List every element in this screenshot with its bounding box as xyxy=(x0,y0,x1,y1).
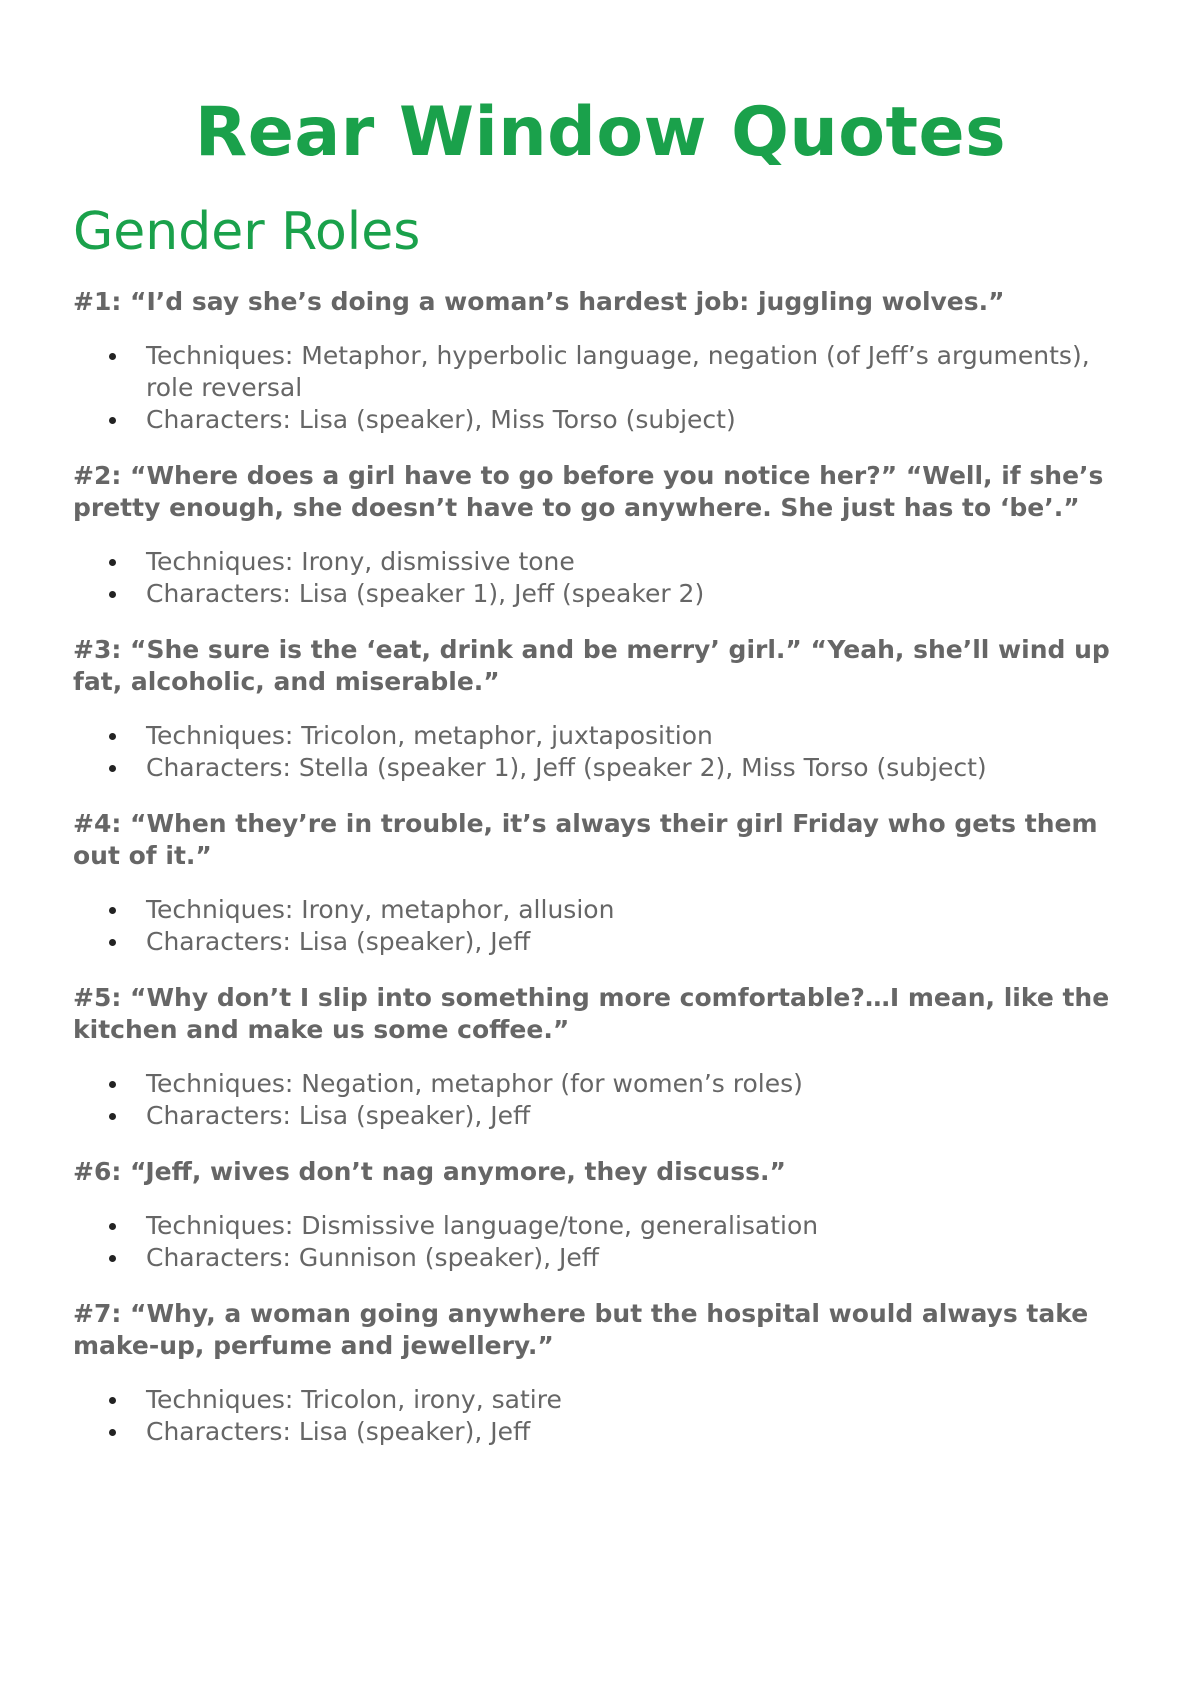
characters-text: Characters: Lisa (speaker), Jeff xyxy=(146,927,531,956)
techniques-item xyxy=(73,1384,1128,1416)
characters-item xyxy=(73,1416,1128,1448)
characters-item xyxy=(73,752,1128,784)
quote-notes xyxy=(73,1068,1128,1132)
characters-text: Characters: Gunnison (speaker), Jeff xyxy=(146,1243,600,1272)
characters-text: Characters: Stella (speaker 1), Jeff (speaker 2), Miss Torso (subject) xyxy=(146,753,987,782)
quote-text: #2: “Where does a girl have to go before you notice her?” “Well, if she’s pretty enough, she doesn’t have to go anywhere. She just has to ‘be’.” xyxy=(73,461,1104,522)
techniques-item xyxy=(73,1068,1128,1100)
quote-block xyxy=(73,1156,1128,1274)
characters-item xyxy=(73,1100,1128,1132)
quote-block xyxy=(73,1298,1128,1448)
bullet-icon xyxy=(109,1429,116,1436)
techniques-item xyxy=(73,1210,1128,1242)
bullet-icon xyxy=(109,1223,116,1230)
techniques-text: Techniques: Negation, metaphor (for women’s roles) xyxy=(146,1069,803,1098)
characters-text: Characters: Lisa (speaker), Miss Torso (subject) xyxy=(146,405,736,434)
characters-item xyxy=(73,578,1128,610)
techniques-text: Techniques: Irony, dismissive tone xyxy=(146,547,575,576)
quote-notes xyxy=(73,546,1128,610)
techniques-text: Techniques: Irony, metaphor, allusion xyxy=(146,895,615,924)
quote-text: #3: “She sure is the ‘eat, drink and be merry’ girl.” “Yeah, she’ll wind up fat, alcoholic, and miserable.” xyxy=(73,635,1110,696)
bullet-icon xyxy=(109,353,116,360)
quote-text: #5: “Why don’t I slip into something more comfortable?…I mean, like the kitchen and make us some coffee.” xyxy=(73,983,1110,1044)
techniques-text: Techniques: Metaphor, hyperbolic language, negation (of Jeff’s arguments), role reversal xyxy=(146,341,1090,402)
quote-text: #7: “Why, a woman going anywhere but the hospital would always take make-up, perfume and jewellery.” xyxy=(73,1299,1089,1360)
quote-notes xyxy=(73,1210,1128,1274)
bullet-icon xyxy=(109,1255,116,1262)
techniques-item xyxy=(73,340,1128,404)
bullet-icon xyxy=(109,1081,116,1088)
techniques-text: Techniques: Tricolon, metaphor, juxtaposition xyxy=(146,721,713,750)
techniques-text: Techniques: Tricolon, irony, satire xyxy=(146,1385,562,1414)
techniques-item xyxy=(73,546,1128,578)
bullet-icon xyxy=(109,939,116,946)
bullet-icon xyxy=(109,907,116,914)
characters-text: Characters: Lisa (speaker 1), Jeff (speaker 2) xyxy=(146,579,705,608)
quote-block xyxy=(73,982,1128,1132)
characters-item xyxy=(73,1242,1128,1274)
quote-text: #4: “When they’re in trouble, it’s always their girl Friday who gets them out of it.” xyxy=(73,809,1098,870)
quote-block xyxy=(73,808,1128,958)
techniques-item xyxy=(73,720,1128,752)
bullet-icon xyxy=(109,765,116,772)
document-title: Rear Window Quotes xyxy=(194,93,1007,172)
bullet-icon xyxy=(109,1397,116,1404)
section-heading: Gender Roles xyxy=(73,202,421,262)
quote-block xyxy=(73,286,1128,436)
bullet-icon xyxy=(109,559,116,566)
characters-text: Characters: Lisa (speaker), Jeff xyxy=(146,1101,531,1130)
bullet-icon xyxy=(109,733,116,740)
bullet-icon xyxy=(109,591,116,598)
characters-item xyxy=(73,926,1128,958)
quote-notes xyxy=(73,894,1128,958)
characters-item xyxy=(73,404,1128,436)
bullet-icon xyxy=(109,417,116,424)
quote-notes xyxy=(73,720,1128,784)
characters-text: Characters: Lisa (speaker), Jeff xyxy=(146,1417,531,1446)
bullet-icon xyxy=(109,1113,116,1120)
techniques-text: Techniques: Dismissive language/tone, generalisation xyxy=(146,1211,819,1240)
techniques-item xyxy=(73,894,1128,926)
quote-notes xyxy=(73,1384,1128,1448)
quote-notes xyxy=(73,340,1128,436)
quote-block xyxy=(73,460,1128,610)
quote-text: #6: “Jeff, wives don’t nag anymore, they discuss.” xyxy=(73,1157,786,1186)
quote-block xyxy=(73,634,1128,784)
quote-text: #1: “I’d say she’s doing a woman’s hardest job: juggling wolves.” xyxy=(73,287,1005,316)
